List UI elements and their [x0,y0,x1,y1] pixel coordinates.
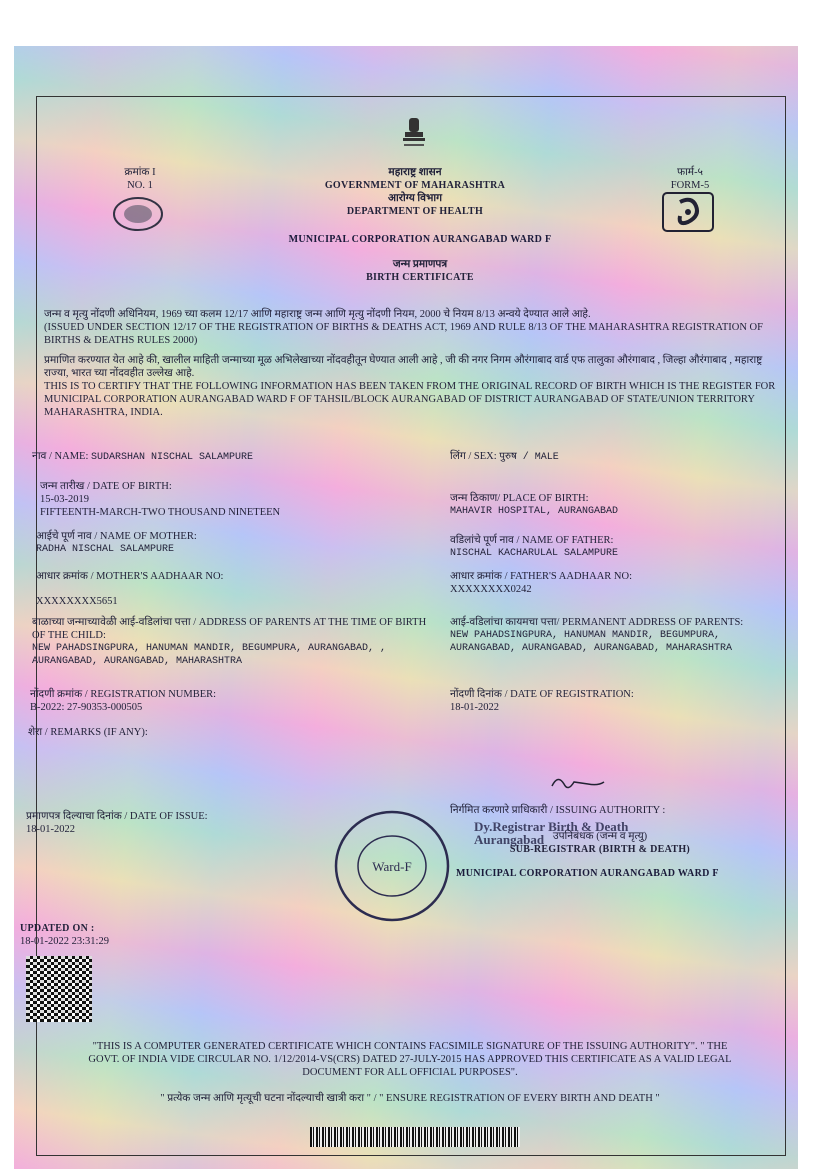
signature-icon [548,772,608,794]
barcode-icon [310,1127,520,1147]
corporation-title: MUNICIPAL CORPORATION AURANGABAD WARD F [288,234,552,245]
reg-no-label: नोंदणी क्रमांक / REGISTRATION NUMBER: [30,689,217,700]
sex-label: लिंग / SEX: [450,451,497,462]
dob-label: जन्म तारीख / DATE OF BIRTH: [40,481,172,492]
gov-mr: महाराष्ट्र शासन [388,167,442,178]
addr-perm-value: NEW PAHADSINGPURA, HANUMAN MANDIR, BEGUMPURA, AURANGABAD, AURANGABAD, AURANGABAD, MAHARASHTRA [450,630,733,654]
pob-value: MAHAVIR HOSPITAL, AURANGABAD [450,506,619,517]
issue-date-value: 18-01-2022 [26,824,75,835]
footer-note: "THIS IS A COMPUTER GENERATED CERTIFICATE WHICH CONTAINS FACSIMILE SIGNATURE OF THE ISSUING AUTHORITY". " THE GOVT. OF INDIA VIDE CIRCULAR NO. 1/12/2014-VS(CRS) DATED 27-JULY-2015 HAS APPROVED THIS CERTIFICATE AS A VALID LEGAL DOCUMENT FOR ALL OFFICIAL PURPOSES". [88,1041,732,1078]
authority-corp: MUNICIPAL CORPORATION AURANGABAD WARD F [456,868,719,879]
addr-birth-label: बाळाच्या जन्माच्यावेळी आई-वडिलांचा पत्ता / ADDRESS OF PARENTS AT THE TIME OF BIRTH OF THE CHILD: [32,617,427,641]
father-aadhaar-label: आधार क्रमांक / FATHER'S AADHAAR NO: [450,571,632,582]
reg-no-value: B-2022: 27-90353-000505 [30,702,143,713]
reg-date-label: नोंदणी दिनांक / DATE OF REGISTRATION: [450,689,634,700]
gov-en: GOVERNMENT OF MAHARASHTRA [324,180,506,191]
sex-value: पुरुष / MALE [499,452,559,463]
pob-label: जन्म ठिकाण/ PLACE OF BIRTH: [450,493,589,504]
updated-label: UPDATED ON : [20,923,95,934]
father-label: वडिलांचे पूर्ण नाव / NAME OF FATHER: [450,535,614,546]
mother-label: आईचे पूर्ण नाव / NAME OF MOTHER: [36,531,197,542]
dob-words: FIFTEENTH-MARCH-TWO THOUSAND NINETEEN [40,507,281,518]
form-en: FORM-5 [670,180,710,191]
updated-value: 18-01-2022 23:31:29 [20,936,109,947]
reg-date-value: 18-01-2022 [450,702,499,713]
addr-birth-value: NEW PAHADSINGPURA, HANUMAN MANDIR, BEGUMPURA, AURANGABAD, , AURANGABAD, AURANGABAD, MAHARASHTRA [32,643,387,667]
dept-mr: आरोग्य विभाग [388,193,442,204]
father-aadhaar-value: XXXXXXXX0242 [450,584,532,595]
certificate-title-en: BIRTH CERTIFICATE [366,272,474,283]
mother-aadhaar-value: XXXXXXXX5651 [36,596,118,607]
certificate-title-mr: जन्म प्रमाणपत्र [392,259,448,270]
mother-aadhaar-label: आधार क्रमांक / MOTHER'S AADHAAR NO: [36,571,224,582]
authority-en: SUB-REGISTRAR (BIRTH & DEATH) [509,844,691,855]
form-mr: फार्म-५ [676,167,704,178]
health-logo-icon [662,192,714,232]
authority-mr: उपनिबंधक (जन्म व मृत्यु) [552,831,648,842]
addr-perm-label: आई-वडिलांचा कायमचा पत्ता/ PERMANENT ADDRESS OF PARENTS: [450,617,744,628]
left-seal-icon [112,196,164,232]
remarks-label: शेरा / REMARKS (IF ANY): [28,727,148,738]
serial-mr: क्रमांक I [124,167,156,178]
mother-value: RADHA NISCHAL SALAMPURE [36,544,175,555]
footer-slogan: " प्रत्येक जन्म आणि मृत्यूची घटना नोंदल्याची खात्री करा " / " ENSURE REGISTRATION OF EVERY BIRTH AND DEATH " [160,1093,660,1104]
state-emblem-icon [400,116,428,150]
issue-date-label: प्रमाणपत्र दिल्याचा दिनांक / DATE OF ISSUE: [26,811,208,822]
name-value: SUDARSHAN NISCHAL SALAMPURE [91,452,254,463]
seal-ward: Ward-F [372,859,412,874]
serial-en: NO. 1 [127,180,153,191]
certify-en: THIS IS TO CERTIFY THAT THE FOLLOWING INFORMATION HAS BEEN TAKEN FROM THE ORIGINAL RECORD OF BIRTH WHICH IS THE REGISTER FOR MUNICIPAL CORPORATION AURANGABAD WARD F OF TAHSIL/BLOCK AURANGABAD OF DISTRICT AURANGABAD OF STATE/UNION TERRITORY MAHARASHTRA, INDIA. [44,381,776,418]
father-value: NISCHAL KACHARULAL SALAMPURE [450,548,619,559]
certify-mr: प्रमाणित करण्यात येत आहे की, खालील माहिती जन्माच्या मूळ अभिलेखाच्या नोंदवहीतून घेण्यात आली आहे , जी की नगर निगम औरंगाबाद वार्ड एफ तालुका औरंगाबाद , जिल्हा औरंगाबाद , महाराष्ट्र राज्या, भारत च्या नोंदवहीत उल्लेख आहे. [44,355,763,379]
dob-value: 15-03-2019 [40,494,89,505]
stamp-signer: Dy.Registrar Birth & Death Aurangabad [474,819,629,847]
name-label: नाव / NAME: [32,451,89,462]
ward-seal-icon [332,808,452,924]
dept-en: DEPARTMENT OF HEALTH [346,206,484,217]
act-mr: जन्म व मृत्यु नोंदणी अधिनियम, 1969 च्या कलम 12/17 आणि महाराष्ट्र जन्म आणि मृत्यु नोंदणी नियम, 2000 चे नियम 8/13 अन्वये देण्यात आले आहे. [44,309,591,320]
authority-label: निर्गमित करणारे प्राधिकारी / ISSUING AUTHORITY : [450,805,666,816]
act-en: (ISSUED UNDER SECTION 12/17 OF THE REGISTRATION OF BIRTHS & DEATHS ACT, 1969 AND RULE 8/13 OF THE MAHARASHTRA REGISTRATION OF BIRTHS & DEATHS RULES 2000) [44,322,763,346]
qr-code-icon [26,956,92,1022]
